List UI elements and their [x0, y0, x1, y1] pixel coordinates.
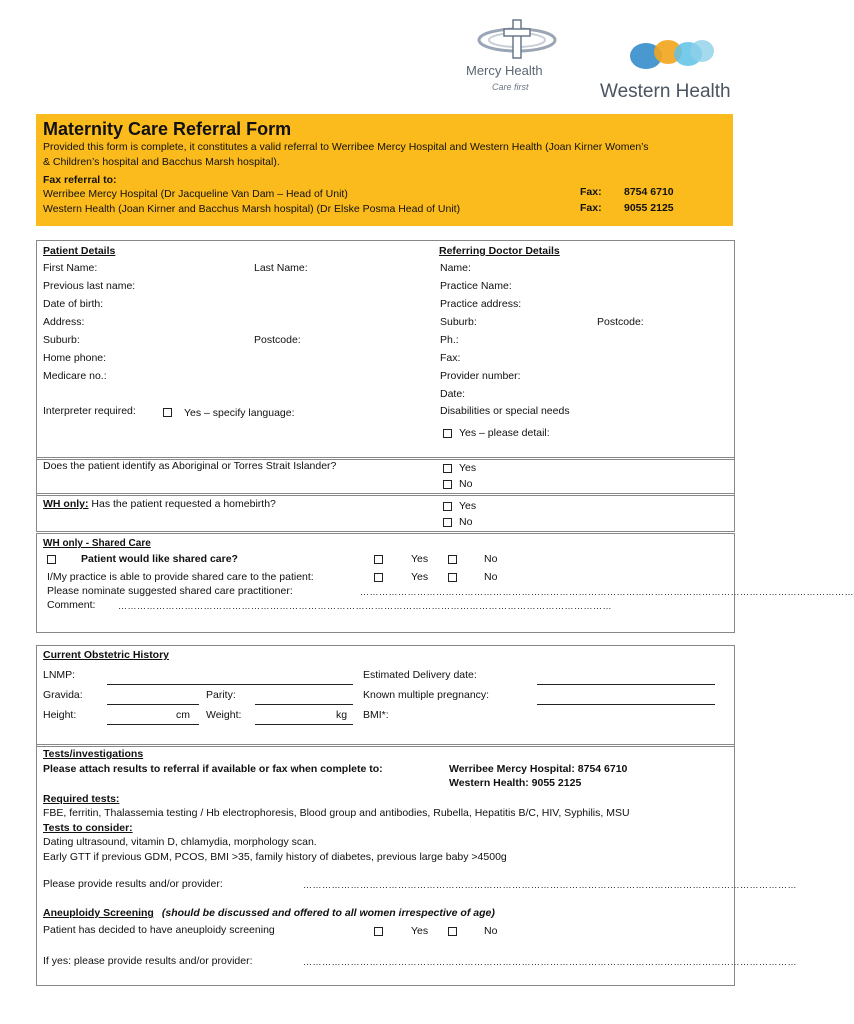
fax-label-2: Fax:: [580, 202, 602, 214]
nominate-label: Please nominate suggested shared care practitioner:: [47, 585, 293, 597]
homebirth-text: Has the patient requested a homebirth?: [88, 498, 276, 510]
mercy-health-name: Mercy Health: [466, 63, 543, 78]
doctor-phone-label: Ph.:: [440, 334, 459, 346]
western-health-name: Western Health: [600, 81, 731, 102]
obstetric-heading: Current Obstetric History: [43, 649, 170, 661]
interpreter-label: Interpreter required:: [43, 405, 136, 417]
shared-care-wish-label: Patient would like shared care?: [81, 553, 238, 565]
parity-field[interactable]: [255, 704, 353, 705]
aneuploidy-heading-line: [43, 907, 495, 920]
multiple-pregnancy-label: Known multiple pregnancy:: [363, 689, 490, 701]
aboriginal-yes-checkbox[interactable]: [443, 464, 452, 473]
fax-label-1: Fax:: [580, 186, 602, 198]
edd-field[interactable]: [537, 684, 715, 685]
height-label: Height:: [43, 709, 77, 721]
tests-to-consider-1: Dating ultrasound, vitamin D, chlamydia, morphology scan.: [43, 836, 317, 848]
weight-label: Weight:: [206, 709, 242, 721]
shared-able-yes-label: Yes: [411, 571, 429, 583]
comment-label: Comment:: [47, 599, 96, 611]
doctor-postcode-label: Postcode:: [597, 316, 644, 328]
tests-attach-note: Please attach results to referral if available or fax when complete to:: [43, 763, 383, 775]
aboriginal-no-label: No: [459, 478, 473, 490]
if-yes-label: If yes: please provide results and/or provider:: [43, 955, 253, 967]
gravida-label: Gravida:: [43, 689, 83, 701]
fax-number-2: 9055 2125: [624, 202, 674, 214]
provide-results-label: Please provide results and/or provider:: [43, 878, 223, 890]
multiple-pregnancy-field[interactable]: [537, 704, 715, 705]
if-yes-field[interactable]: …………………………………………………………………………………………………………………………………………: [303, 957, 797, 967]
nominate-field[interactable]: …………………………………………………………………………………………………………………………………………: [360, 587, 854, 597]
disabilities-option: Yes – please detail:: [459, 427, 550, 439]
shared-able-no-label: No: [484, 571, 498, 583]
doctor-fax-label: Fax:: [440, 352, 461, 364]
tests-box: [36, 744, 797, 986]
western-health-logo: [624, 34, 724, 80]
doctor-suburb-label: Suburb:: [440, 316, 477, 328]
tests-to-consider-heading: Tests to consider:: [43, 822, 133, 834]
shared-care-wish-checkbox[interactable]: [47, 555, 56, 564]
provider-number-label: Provider number:: [440, 370, 521, 382]
weight-field[interactable]: [255, 724, 353, 725]
shared-care-heading: WH only - Shared Care: [43, 538, 151, 549]
lnmp-label: LNMP:: [43, 669, 76, 681]
homebirth-yes-checkbox[interactable]: [443, 502, 452, 511]
aboriginal-yes-label: Yes: [459, 462, 477, 474]
aboriginal-question: Does the patient identify as Aboriginal or Torres Strait Islander?: [43, 460, 337, 472]
homebirth-no-label: No: [459, 516, 473, 528]
mercy-health-tagline: Care first: [492, 82, 529, 92]
disabilities-checkbox[interactable]: [443, 429, 452, 438]
medicare-label: Medicare no.:: [43, 370, 107, 382]
shared-wish-yes-label: Yes: [411, 553, 429, 565]
homebirth-no-checkbox[interactable]: [443, 518, 452, 527]
height-field[interactable]: [107, 724, 199, 725]
lnmp-field[interactable]: [107, 684, 353, 685]
doctor-heading: Referring Doctor Details: [439, 245, 560, 257]
postcode-label: Postcode:: [254, 334, 301, 346]
home-phone-label: Home phone:: [43, 352, 107, 364]
intro-line-1: Provided this form is complete, it constitutes a valid referral to Werribee Mercy Hospital and Western Health (Joan Kirner Women’s: [43, 141, 649, 153]
comment-field[interactable]: …………………………………………………………………………………………………………………………………………: [118, 601, 612, 611]
details-box: [36, 240, 735, 460]
doctor-name-label: Name:: [440, 262, 471, 274]
shared-wish-yes-checkbox[interactable]: [374, 555, 383, 564]
aneuploidy-question: Patient has decided to have aneuploidy screening: [43, 924, 275, 936]
required-tests-heading: Required tests:: [43, 793, 120, 805]
aboriginal-no-checkbox[interactable]: [443, 480, 452, 489]
interpreter-option: Yes – specify language:: [184, 407, 295, 419]
first-name-label: First Name:: [43, 262, 98, 274]
weight-unit: kg: [336, 709, 348, 721]
fax-heading: Fax referral to:: [43, 174, 117, 186]
bmi-label: BMI*:: [363, 709, 389, 721]
shared-able-yes-checkbox[interactable]: [374, 573, 383, 582]
edd-label: Estimated Delivery date:: [363, 669, 477, 681]
suburb-label: Suburb:: [43, 334, 80, 346]
fax-number-1: 8754 6710: [624, 186, 674, 198]
provide-results-field[interactable]: …………………………………………………………………………………………………………………………………………: [303, 880, 797, 890]
date-label: Date:: [440, 388, 466, 400]
homebirth-prefix: WH only:: [43, 498, 89, 510]
shared-wish-no-checkbox[interactable]: [448, 555, 457, 564]
shared-wish-no-label: No: [484, 553, 498, 565]
aneuploidy-no-label: No: [484, 925, 498, 937]
interpreter-checkbox[interactable]: [163, 408, 172, 417]
shared-care-able-label: I/My practice is able to provide shared care to the patient:: [47, 571, 314, 583]
parity-label: Parity:: [206, 689, 236, 701]
aneuploidy-no-checkbox[interactable]: [448, 927, 457, 936]
address-label: Address:: [43, 316, 85, 328]
intro-line-2: & Children’s hospital and Bacchus Marsh hospital).: [43, 156, 280, 168]
aneuploidy-yes-label: Yes: [411, 925, 429, 937]
patient-heading: Patient Details: [43, 245, 116, 257]
gravida-field[interactable]: [107, 704, 199, 705]
homebirth-question: [43, 498, 276, 511]
form-title: Maternity Care Referral Form: [43, 119, 292, 139]
tests-heading: Tests/investigations: [43, 748, 144, 760]
aneuploidy-note: (should be discussed and offered to all women irrespective of age): [161, 907, 495, 919]
previous-last-name-label: Previous last name:: [43, 280, 136, 292]
fax-wh-name: Western Health (Joan Kirner and Bacchus Marsh hospital) (Dr Elske Posma Head of Unit): [43, 203, 461, 215]
tests-fax-wmh: Werribee Mercy Hospital: 8754 6710: [449, 763, 628, 775]
fax-wmh-name: Werribee Mercy Hospital (Dr Jacqueline Van Dam – Head of Unit): [43, 188, 348, 200]
required-tests-list: FBE, ferritin, Thalassemia testing / Hb electrophoresis, Blood group and antibodies, Rubella, Hepatitis B/C, HIV, Syphilis, MSU: [43, 807, 630, 819]
practice-address-label: Practice address:: [440, 298, 522, 310]
aneuploidy-heading: Aneuploidy Screening: [43, 907, 154, 919]
height-unit: cm: [176, 709, 190, 721]
disabilities-label: Disabilities or special needs: [440, 405, 570, 417]
practice-name-label: Practice Name:: [440, 280, 512, 292]
shared-able-no-checkbox[interactable]: [448, 573, 457, 582]
homebirth-yes-label: Yes: [459, 500, 477, 512]
tests-to-consider-2: Early GTT if previous GDM, PCOS, BMI >35, family history of diabetes, previous large baby >4500g: [43, 851, 507, 863]
dob-label: Date of birth:: [43, 298, 104, 310]
tests-fax-wh: Western Health: 9055 2125: [449, 777, 582, 789]
last-name-label: Last Name:: [254, 262, 308, 274]
aneuploidy-yes-checkbox[interactable]: [374, 927, 383, 936]
